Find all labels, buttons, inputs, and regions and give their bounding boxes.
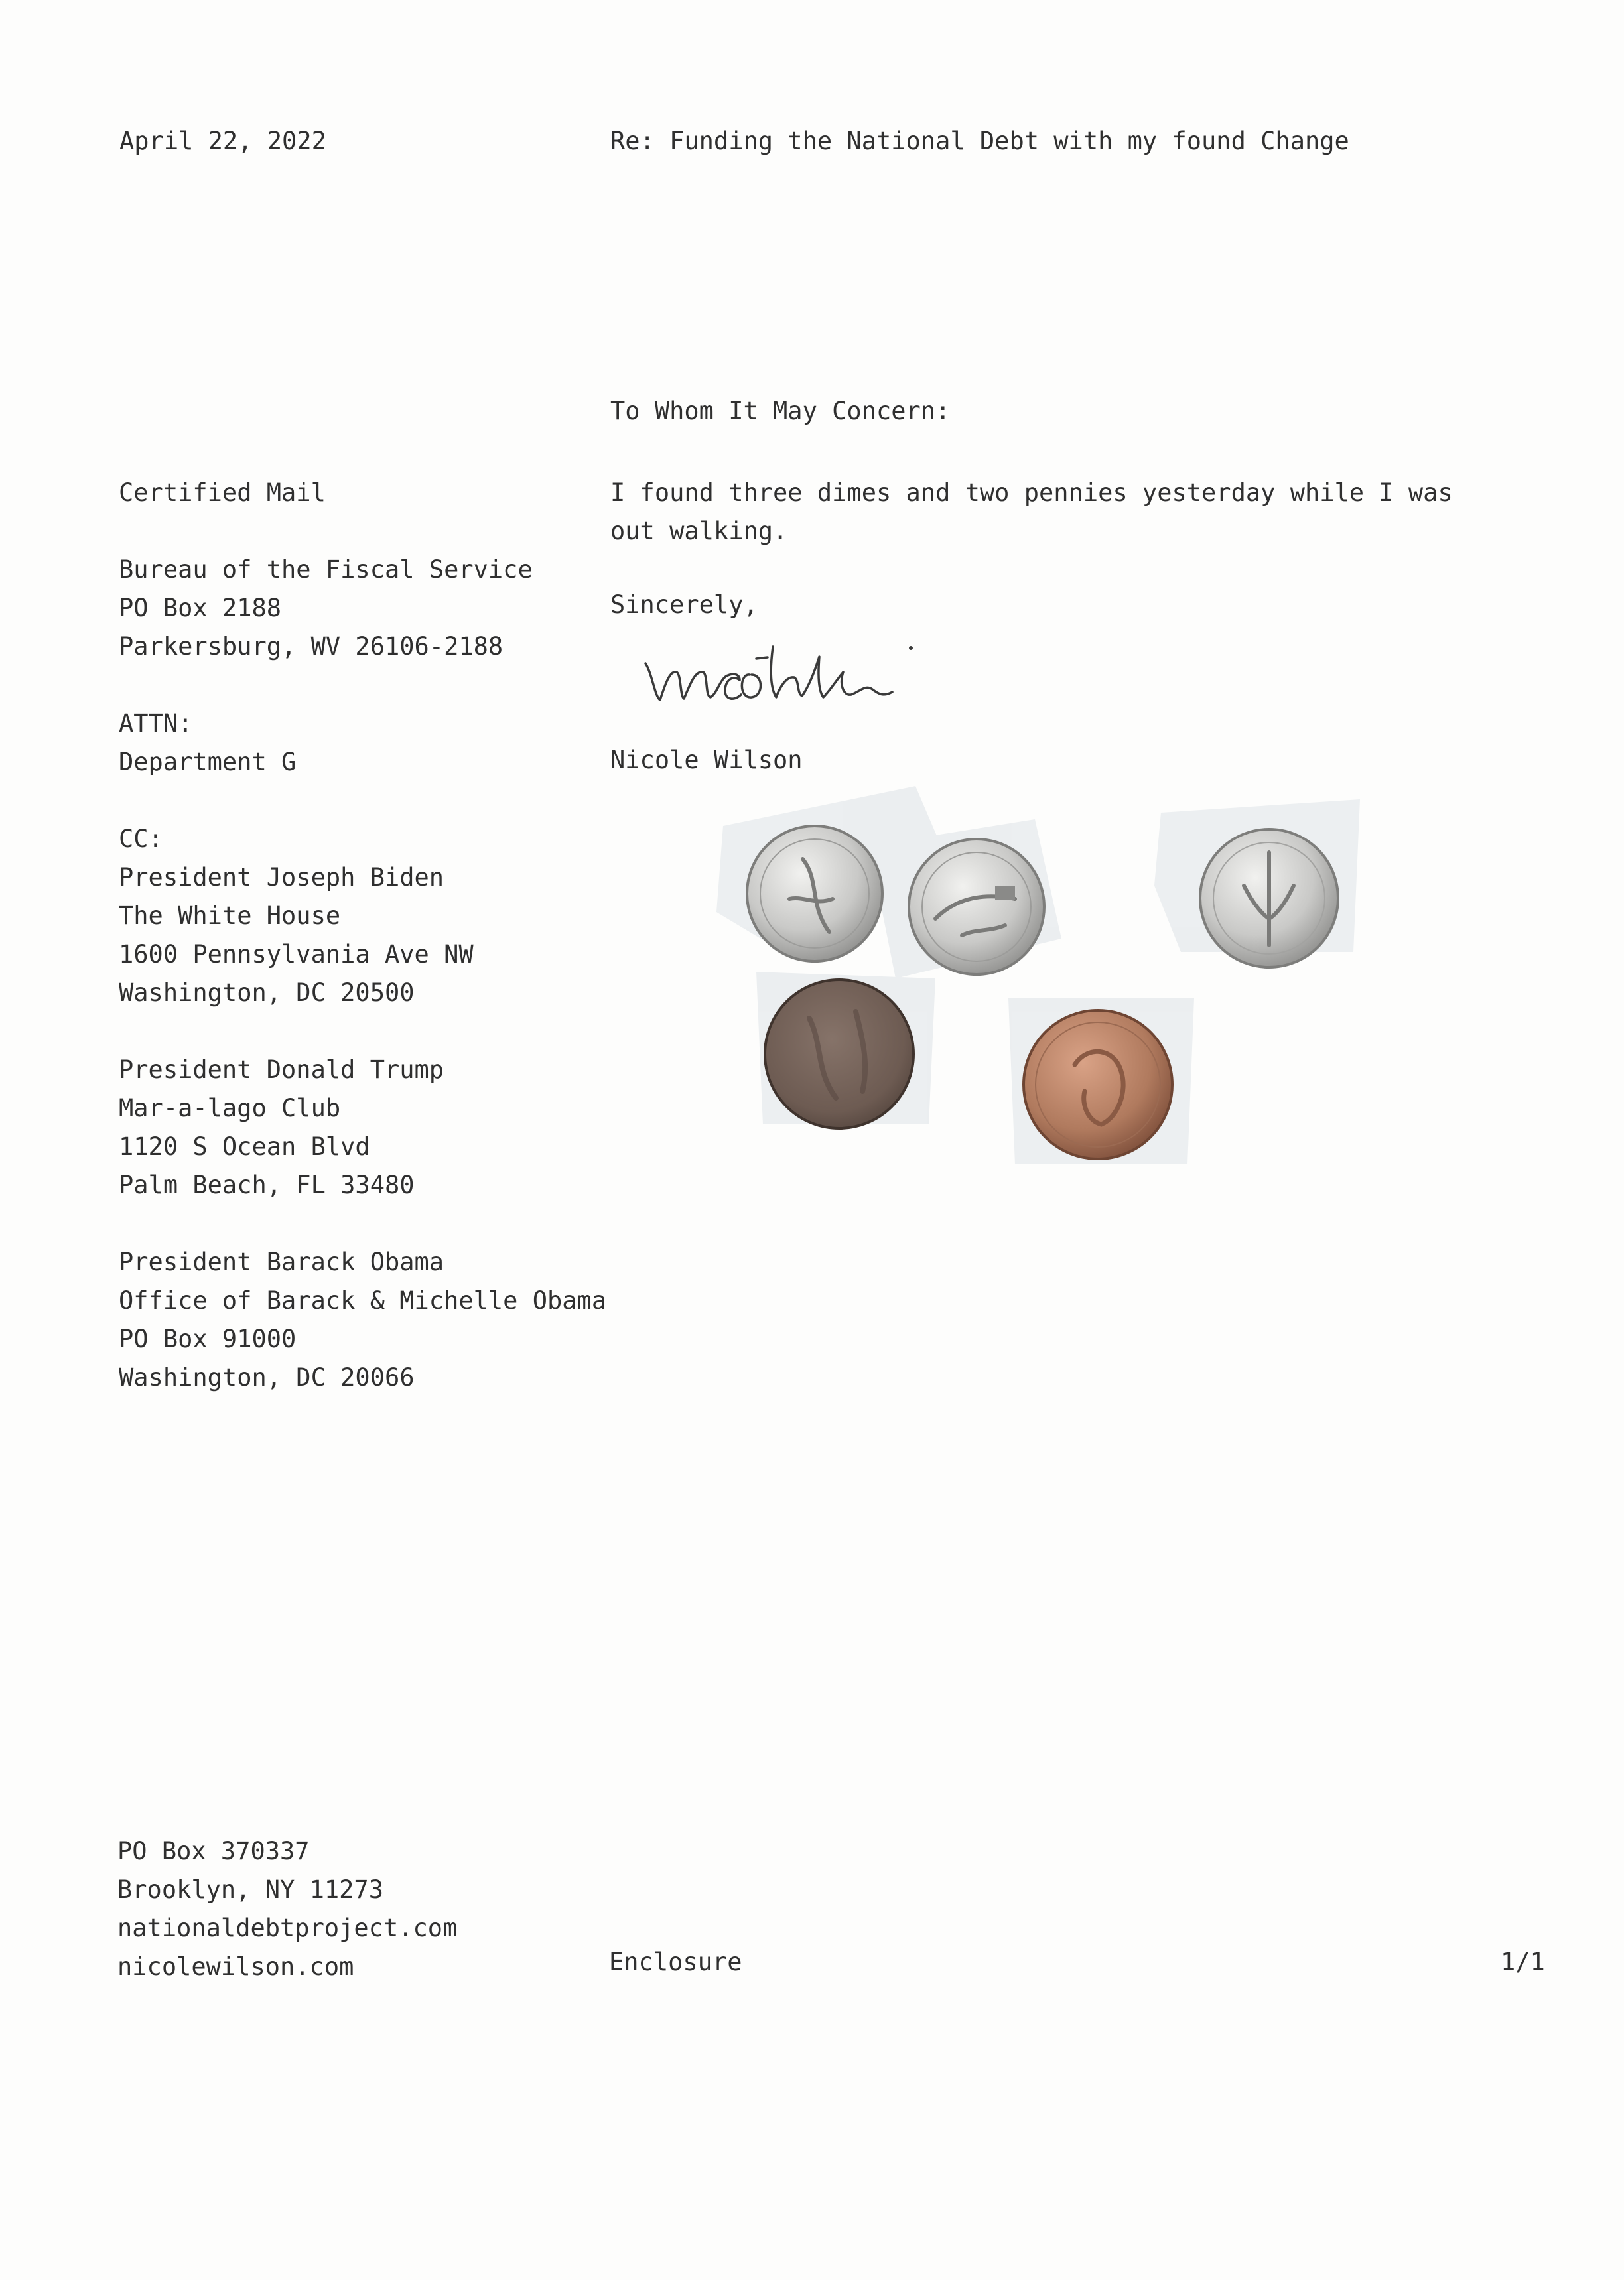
penny bbox=[1024, 1010, 1172, 1159]
cc-line: The White House bbox=[119, 902, 341, 930]
recipient-line: Bureau of the Fiscal Service bbox=[119, 555, 533, 584]
dime bbox=[909, 839, 1044, 974]
cc-label: CC: bbox=[119, 825, 163, 853]
cc-line: President Donald Trump bbox=[119, 1055, 444, 1084]
letter-date: April 22, 2022 bbox=[119, 127, 326, 155]
cc-line: 1600 Pennsylvania Ave NW bbox=[119, 940, 474, 969]
attn-value: Department G bbox=[119, 748, 297, 776]
sender-line: Brooklyn, NY 11273 bbox=[117, 1875, 383, 1904]
signer-name: Nicole Wilson bbox=[610, 746, 803, 774]
cc-line: Washington, DC 20500 bbox=[119, 978, 415, 1007]
recipient-line: PO Box 2188 bbox=[119, 594, 282, 622]
dime bbox=[747, 826, 882, 961]
sender-line: nationaldebtproject.com bbox=[117, 1914, 458, 1942]
handwritten-signature bbox=[640, 634, 952, 720]
closing: Sincerely, bbox=[610, 590, 758, 619]
sender-line: nicolewilson.com bbox=[117, 1952, 354, 1981]
worn-penny bbox=[765, 980, 914, 1128]
salutation: To Whom It May Concern: bbox=[610, 397, 951, 425]
sender-address bbox=[117, 1832, 457, 1986]
cc-line: Mar-a-lago Club bbox=[119, 1094, 341, 1122]
cc-line: President Joseph Biden bbox=[119, 863, 444, 892]
delivery-method: Certified Mail bbox=[119, 478, 326, 507]
enclosure-label: Enclosure bbox=[609, 1948, 742, 1976]
taped-coins-enclosure bbox=[703, 779, 1367, 1177]
page-number: 1/1 bbox=[1501, 1948, 1545, 1976]
dime bbox=[1200, 829, 1338, 967]
address-column bbox=[119, 474, 606, 1397]
cc-line: 1120 S Ocean Blvd bbox=[119, 1132, 370, 1161]
letter-subject: Re: Funding the National Debt with my found Change bbox=[610, 127, 1349, 155]
attn-label: ATTN: bbox=[119, 709, 193, 738]
recipient-line: Parkersburg, WV 26106-2188 bbox=[119, 632, 504, 661]
cc-line: Office of Barack & Michelle Obama bbox=[119, 1286, 607, 1315]
letter-body: I found three dimes and two pennies yesterday while I was out walking. bbox=[610, 478, 1453, 545]
cc-line: Palm Beach, FL 33480 bbox=[119, 1171, 415, 1199]
cc-line: PO Box 91000 bbox=[119, 1325, 297, 1353]
cc-line: President Barack Obama bbox=[119, 1248, 444, 1276]
sender-line: PO Box 370337 bbox=[117, 1837, 310, 1865]
cc-line: Washington, DC 20066 bbox=[119, 1363, 415, 1392]
